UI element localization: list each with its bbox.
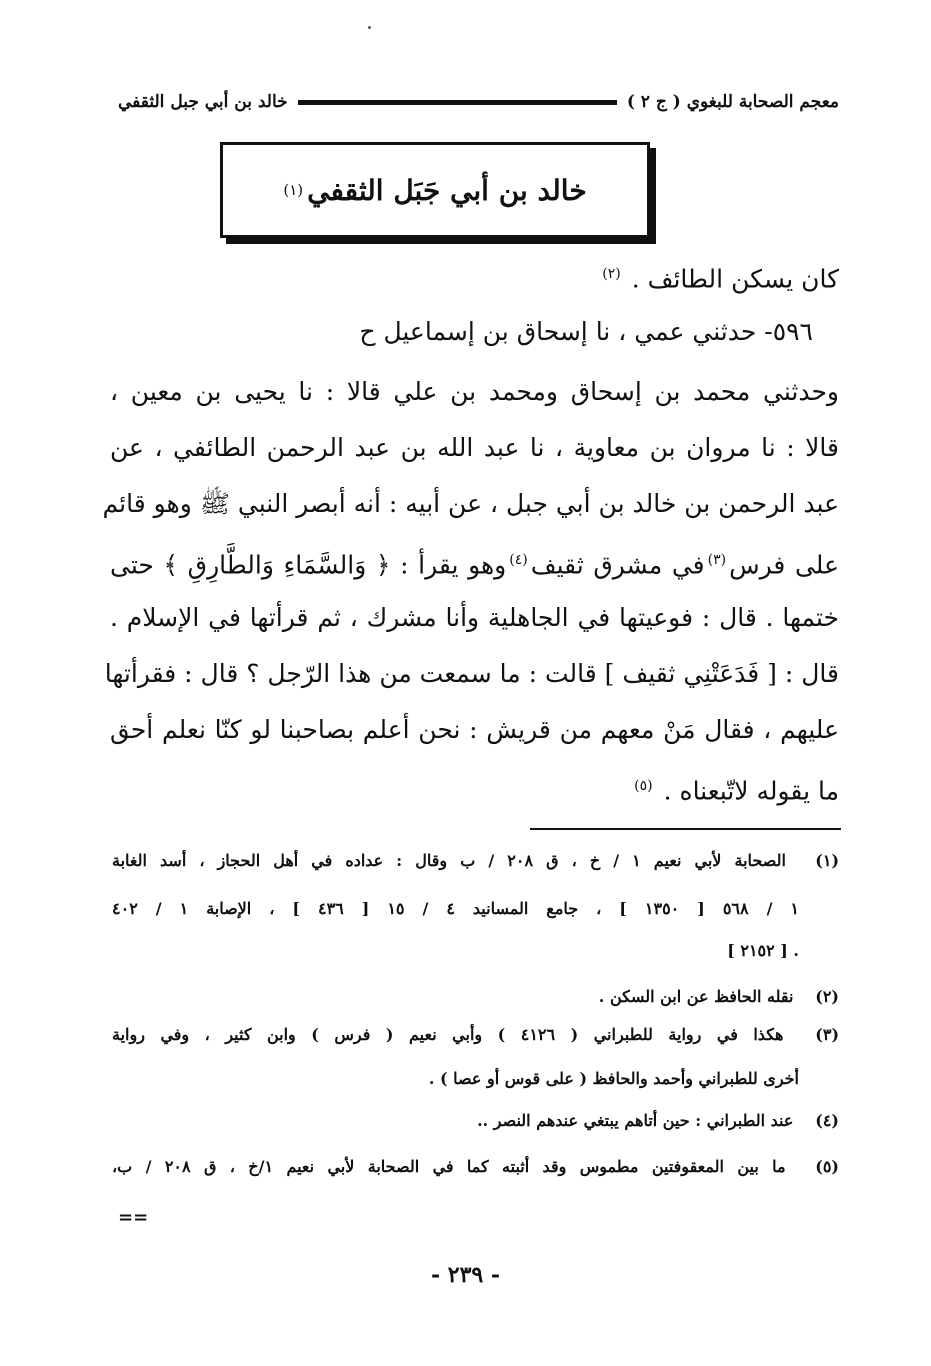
body-line-2: ٥٩٦- حدثني عمي ، نا إسحاق بن إسماعيل ح: [359, 317, 813, 346]
book-title: معجم الصحابة للبغوي ( ج ٢ ): [626, 92, 839, 112]
body-text: على فرس: [729, 550, 840, 580]
footnote-3-line-2: أخرى للطبراني وأحمد والحافظ ( على قوس أو عصا ) .: [428, 1069, 799, 1088]
body-text: وهو يقرأ : ﴿ وَالسَّمَاءِ وَالطَّارِقِ ﴾ حتى: [110, 550, 507, 580]
footnote-1-line-3: . [ ٢١٥٢ ]: [727, 941, 799, 960]
body-line-4: قالا : نا مروان بن معاوية ، نا عبد الله بن عبد الرحمن الطائفي ، عن: [110, 433, 839, 462]
section-title: خالد بن أبي جبل الثقفي: [118, 92, 288, 112]
footnote-4: [112, 1110, 839, 1132]
running-header: [118, 86, 839, 118]
footnote-text: نقله الحافظ عن ابن السكن .: [598, 987, 794, 1006]
page-number: - ٢٣٩ -: [430, 1262, 501, 1288]
footnote-text: ما بين المعقوفتين مطموس وقد أثبته كما في الصحابة لأبي نعيم ١/خ ، ق ٢٠٨ / ب،: [112, 1157, 786, 1176]
body-text: كان يسكن الطائف .: [631, 264, 839, 294]
footnote-number: (٣): [815, 1025, 840, 1044]
footnote-3-line-1: [112, 1024, 839, 1046]
footnote-5: [112, 1156, 839, 1178]
footnote-1-line-1: [112, 850, 839, 872]
header-rule: [298, 100, 617, 105]
body-line-3: وحدثني محمد بن إسحاق ومحمد بن علي قالا : نا يحيى بن معين ،: [110, 377, 839, 406]
chapter-title: خالد بن أبي جَبَل الثقفي: [307, 173, 587, 207]
footnote-continued-mark: ==: [118, 1207, 149, 1228]
body-text: ما يقوله لاتّبعناه .: [663, 776, 839, 806]
body-line-9: عليهم ، فقال مَنْ معهم من قريش : نحن أعلم بصاحبنا لو كنّا نعلم أحق: [110, 715, 839, 744]
footnote-ref: (٤): [509, 552, 528, 568]
footnote-ref: (٣): [707, 552, 727, 568]
body-line-1: [110, 258, 839, 295]
footnote-number: (٢): [815, 987, 839, 1006]
footnote-number: (٥): [815, 1157, 839, 1176]
chapter-title-ref: (١): [283, 181, 304, 199]
footnote-number: (٤): [815, 1111, 839, 1130]
footnote-ref: (٥): [634, 778, 653, 794]
footnote-text: هكذا في رواية للطبراني ( ٤١٢٦ ) وأبي نعيم ( فرس ) وابن كثير ، وفي رواية: [112, 1025, 784, 1044]
footnote-1-line-2: ١ / ٥٦٨ [ ١٣٥٠ ] ، جامع المسانيد ٤ / ١٥ [ ٤٣٦ ] ، الإصابة ١ / ٤٠٢: [112, 899, 800, 918]
body-text: في مشرق ثقيف: [530, 550, 705, 580]
body-line-5: عبد الرحمن بن خالد بن أبي جبل ، عن أبيه : أنه أبصر النبي ﷺ وهو قائم: [102, 489, 839, 518]
footnote-text: عند الطبراني : حين أتاهم يبتغي عندهم النصر ..: [477, 1111, 794, 1130]
chapter-title-box: [220, 142, 650, 238]
body-line-10: [110, 770, 839, 807]
footnote-number: (١): [815, 851, 840, 870]
footnote-2: [112, 986, 839, 1008]
body-line-6: [110, 544, 839, 581]
scan-speck: [368, 26, 371, 29]
body-line-7: ختمها . قال : فوعيتها في الجاهلية وأنا مشرك ، ثم قرأتها في الإسلام .: [110, 603, 839, 632]
footnote-separator: [530, 828, 841, 830]
footnote-text: الصحابة لأبي نعيم ١ / خ ، ق ٢٠٨ / ب وقال : عداده في أهل الحجاز ، أسد الغابة: [112, 851, 786, 870]
body-line-8: قال : [ فَدَعَتْنِي ثقيف ] قالت : ما سمعت من هذا الرّجل ؟ قال : فقرأتها: [104, 659, 839, 688]
footnote-ref: (٢): [602, 266, 621, 282]
